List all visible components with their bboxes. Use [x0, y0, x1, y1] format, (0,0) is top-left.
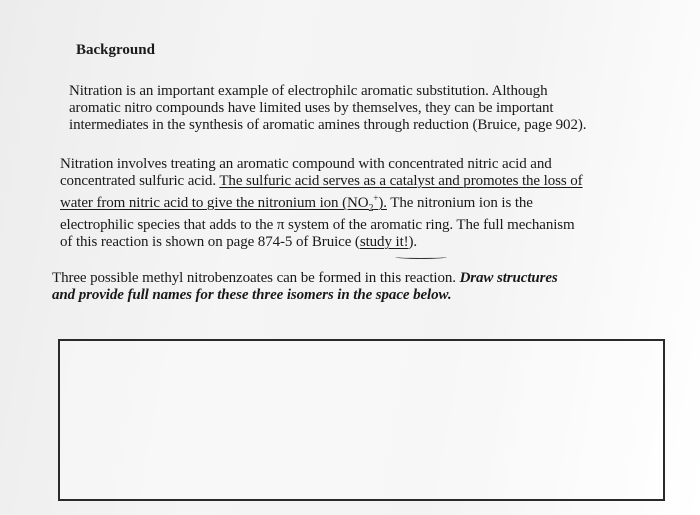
paragraph-line [60, 190, 680, 217]
underlined-text: study it! [359, 234, 409, 250]
subscript: 2 [368, 203, 374, 214]
bold-italic-text: Draw structures [459, 270, 558, 286]
paragraph-instructions [52, 270, 692, 304]
section-heading: Background [76, 42, 155, 58]
text-segment: of this reaction is shown on page 874-5 of Bruice ( [60, 234, 360, 250]
paragraph-nitration-mechanism [60, 156, 680, 251]
paragraph-line: intermediates in the synthesis of aromatic amines through reduction (Bruice, page 902). [69, 117, 587, 133]
text-segment: Three possible methyl nitrobenzoates can be formed in this reaction. [52, 270, 460, 286]
answer-box[interactable] [58, 339, 665, 501]
underlined-text: The sulfuric acid serves as a catalyst and promotes the loss of [219, 173, 583, 189]
paragraph-line [52, 270, 692, 287]
underlined-text [60, 193, 387, 214]
paragraph-line: electrophilic species that adds to the π system of the aromatic ring. The full mechanism [60, 217, 575, 233]
text-segment: water from nitric acid to give the nitronium ion (NO [60, 195, 369, 211]
paragraph-introduction [69, 83, 669, 134]
text-segment: The nitronium ion is the [386, 195, 533, 211]
text-segment: ). [378, 195, 387, 211]
text-segment: concentrated sulfuric acid. [60, 173, 220, 189]
paragraph-line: Nitration is an important example of electrophilc aromatic substitution. Although [69, 83, 548, 99]
paragraph-line [60, 173, 680, 190]
paragraph-line: Nitration involves treating an aromatic compound with concentrated nitric acid and [60, 156, 552, 172]
pen-underline-mark [395, 255, 447, 259]
paragraph-line: and provide full names for these three isomers in the space below. [52, 287, 452, 303]
paragraph-line [60, 234, 680, 251]
paragraph-line: aromatic nitro compounds have limited uses by themselves, they can be important [69, 100, 554, 116]
superscript: + [373, 193, 379, 203]
text-segment: ). [408, 234, 418, 250]
